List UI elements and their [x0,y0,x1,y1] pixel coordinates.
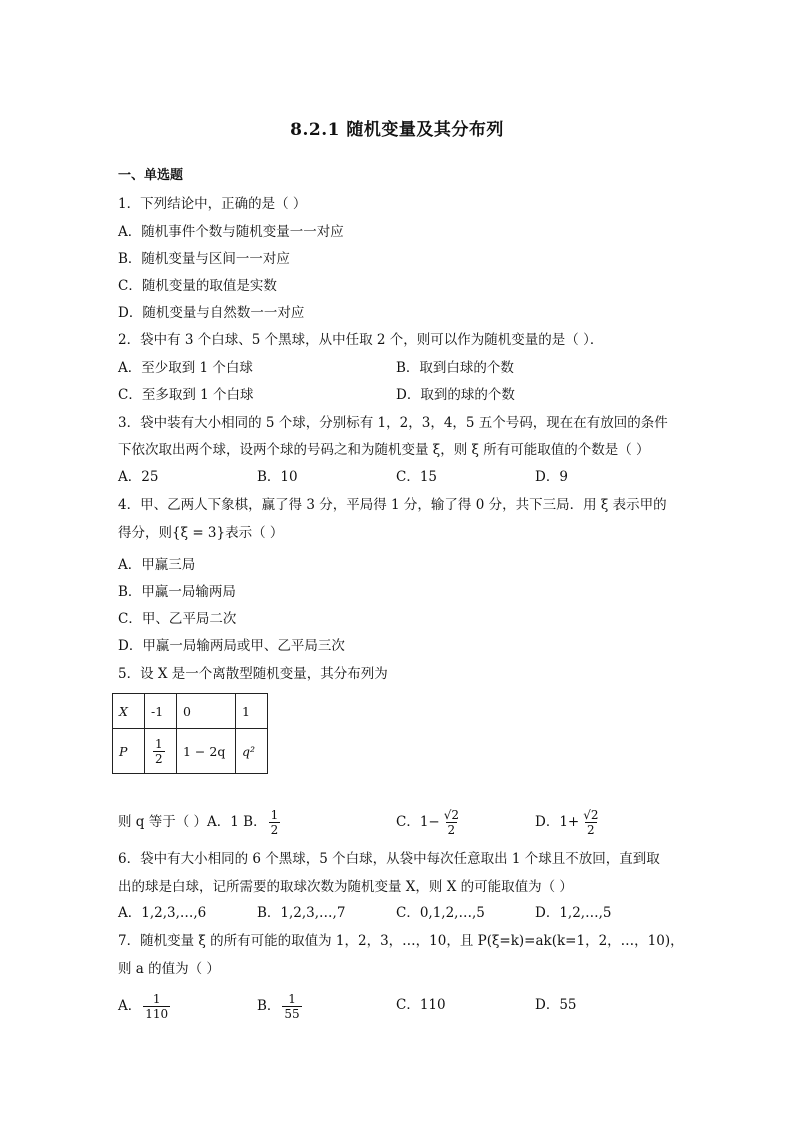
table-cell: 0 [177,694,236,729]
q3-option-b: B．10 [257,469,298,485]
q3-option-d: D．9 [535,469,568,485]
q4-stem-line1: 4．甲、乙两人下象棋，赢了得 3 分，平局得 1 分，输了得 0 分，共下三局．用 ξ 表示甲的 [118,497,667,513]
q4-option-d: D．甲赢一局输两局或甲、乙平局三次 [118,638,345,654]
q7-option-a: A． $\frac{1}{110}$ [118,992,169,1021]
q6-option-c: C．0,1,2,…,5 [396,905,485,921]
q7-stem-line2: 则 a 的值为（ ） [118,961,220,977]
q5-stem: 5．设 X 是一个离散型随机变量，其分布列为 [118,666,388,682]
section-heading: 一、单选题 [118,168,184,183]
q6-option-a: A．1,2,3,…,6 [118,905,207,921]
q4-option-b: B．甲赢一局输两局 [118,584,236,600]
q5-option-c: C．1− $\frac{√2}{2}$ [396,808,460,837]
table-cell: -1 [145,694,177,729]
q1-option-a: A．随机事件个数与随机变量一一对应 [118,224,344,240]
q2-option-a: A．至少取到 1 个白球 [118,360,253,376]
q5-answer-line [118,808,282,837]
table-cell [145,729,177,774]
table-cell: q² [236,729,268,774]
table-cell: X [113,694,145,729]
q6-option-d: D．1,2,…,5 [535,905,612,921]
fraction: $\frac{1}{2}$ [155,736,163,766]
q7-option-c: C．110 [396,997,446,1013]
q3-stem-line1: 3．袋中装有大小相同的 5 个球，分别标有 1，2，3，4，5 五个号码，现在在有放回的条件 [118,415,668,431]
fraction: $\frac{√2}{2}$ [583,808,599,837]
fraction: $\frac{1}{2}$ [270,808,279,837]
q3-option-c: C．15 [396,469,438,485]
q4-option-a: A．甲赢三局 [118,557,196,573]
q1-option-c: C．随机变量的取值是实数 [118,278,277,294]
page-title: 8.2.1 随机变量及其分布列 [290,120,504,140]
q2-option-b: B．取到白球的个数 [396,360,514,376]
q5-answer-prefix: 则 q 等于（ ）A．1 B． [118,814,267,830]
q3-option-a: A．25 [118,469,159,485]
q1-option-b: B．随机变量与区间一一对应 [118,251,290,267]
table-cell: P [113,729,145,774]
q2-stem: 2．袋中有 3 个白球、5 个黑球，从中任取 2 个，则可以作为随机变量的是（ ）． [118,332,604,348]
q1-stem: 1．下列结论中，正确的是（ ） [118,196,307,212]
fraction: $\frac{√2}{2}$ [443,808,460,837]
q6-option-b: B．1,2,3,…,7 [257,905,346,921]
table-cell: 1 − 2q [177,729,236,774]
q4-option-c: C．甲、乙平局二次 [118,611,237,627]
q1-option-d: D．随机变量与自然数一一对应 [118,305,305,321]
q3-stem-line2: 下依次取出两个球，设两个球的号码之和为随机变量 ξ，则 ξ 所有可能取值的个数是（ ） [118,442,650,458]
q4-stem-line2: 得分，则{ξ = 3}表示（ ） [118,525,284,541]
q2-option-c: C．至多取到 1 个白球 [118,387,254,403]
q6-stem-line1: 6．袋中有大小相同的 6 个黑球，5 个白球，从袋中每次任意取出 1 个球且不放回，直到取 [118,851,660,867]
q7-option-d: D．55 [535,997,577,1013]
distribution-table [112,693,268,774]
fraction: $\frac{1}{55}$ [284,992,300,1021]
q7-stem-line1: 7．随机变量 ξ 的所有可能的取值为 1，2，3，…，10，且 P(ξ=k)=ak(k=1，2，…，10)， [118,933,684,949]
table-cell: 1 [236,694,268,729]
q5-option-d: D．1+ $\frac{√2}{2}$ [535,808,599,837]
q6-stem-line2: 出的球是白球，记所需要的取球次数为随机变量 X，则 X 的可能取值为（ ） [118,879,573,895]
q7-option-b: B． $\frac{1}{55}$ [257,992,300,1021]
fraction: $\frac{1}{110}$ [145,992,169,1021]
q2-option-d: D．取到的球的个数 [396,387,515,403]
